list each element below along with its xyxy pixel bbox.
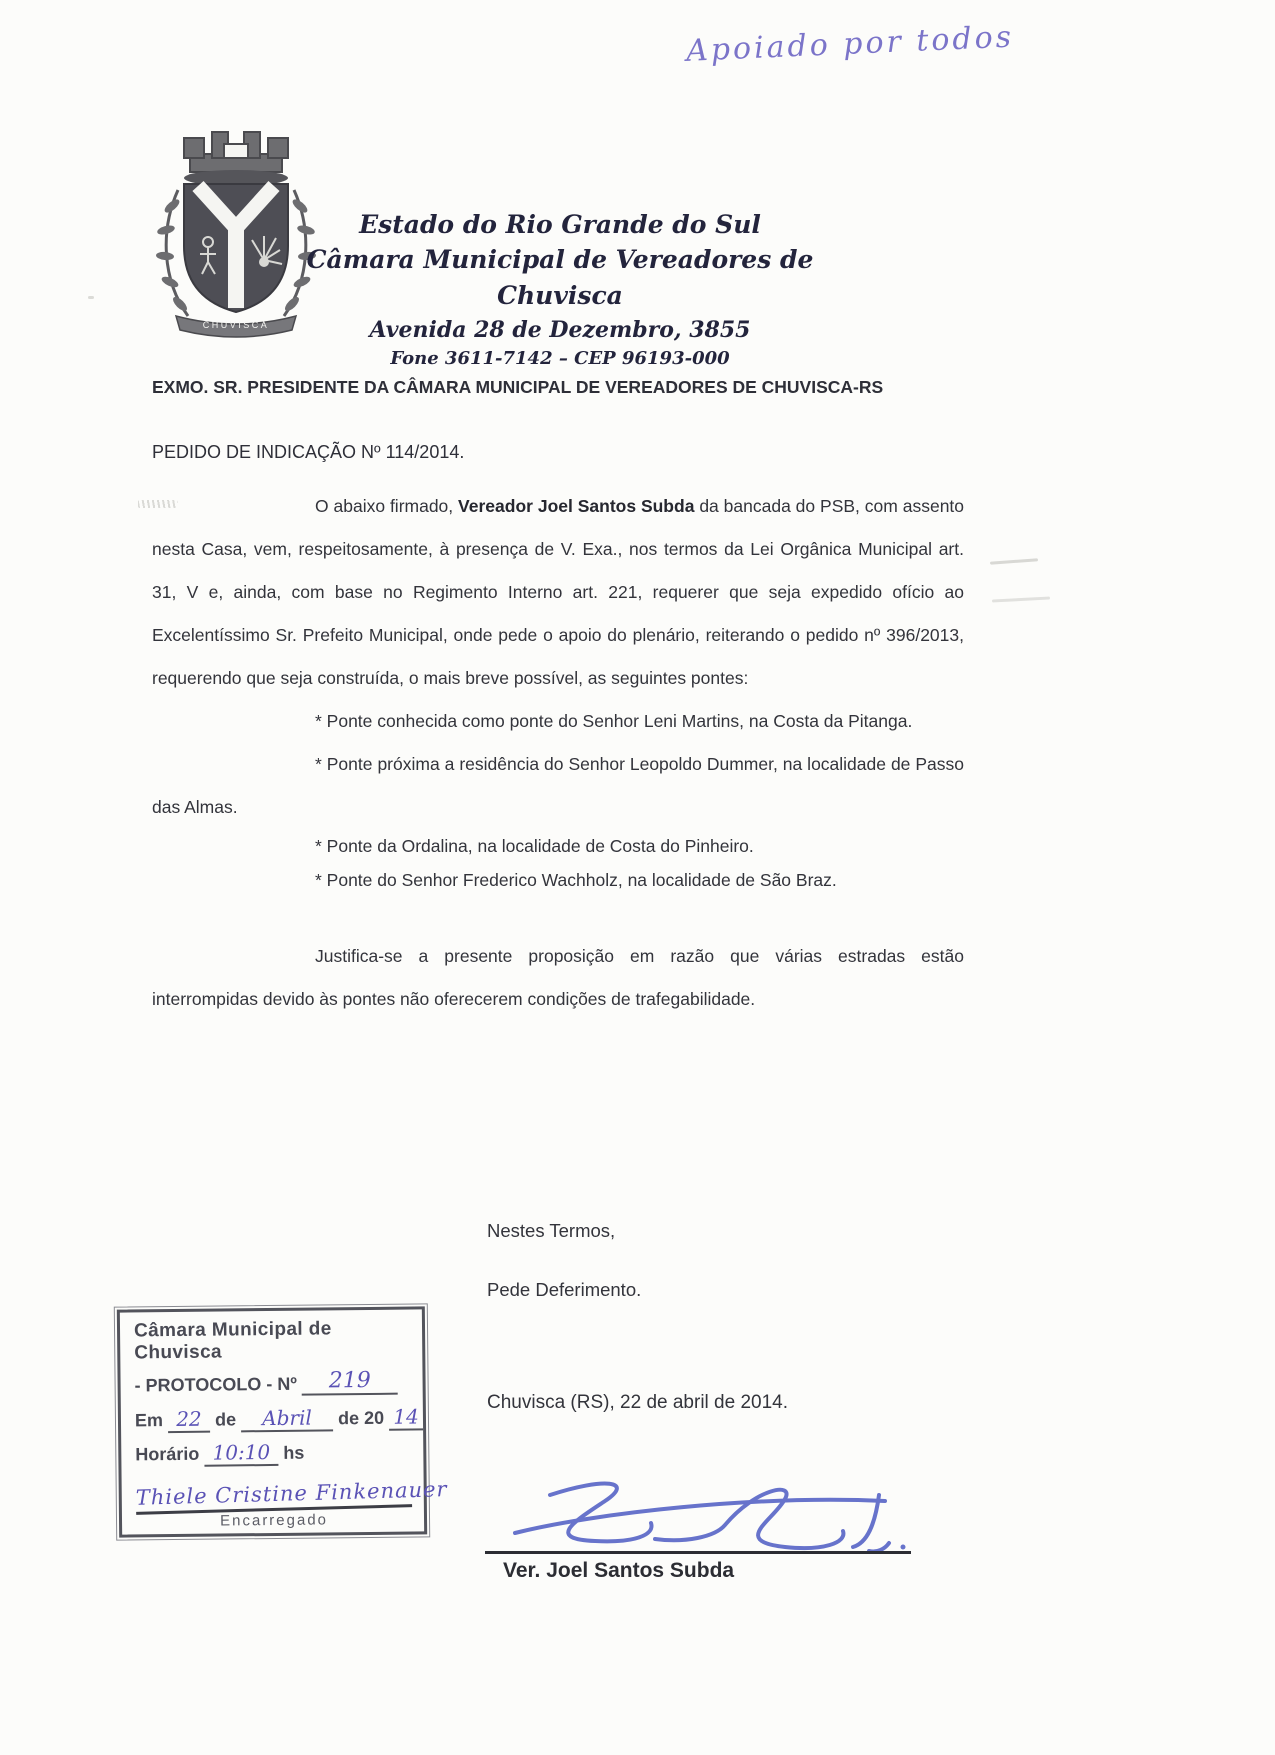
handwritten-approval-note: Apoiado por todos xyxy=(685,19,1015,69)
signature-block xyxy=(455,1455,935,1635)
letterhead-organization: Câmara Municipal de Vereadores de Chuvisca xyxy=(306,245,814,310)
justification-paragraph: Justifica-se a presente proposição em razão que várias estradas estão interrompidas devido às pontes não oferecerem condições de trafegabilidade. xyxy=(152,946,964,1009)
stamp-month-value: Abril xyxy=(241,1405,333,1432)
stamp-protocol-number: 219 xyxy=(302,1368,398,1396)
stamp-role-label: Encarregado xyxy=(219,1511,329,1530)
closing-block xyxy=(487,1220,641,1338)
councilman-name-bold: Vereador Joel Santos Subda xyxy=(458,496,695,516)
stamp-de20-label: de 20 xyxy=(337,1407,385,1429)
letterhead-phone-cep: Fone 3611-7142 – CEP 96193-000 xyxy=(390,348,730,369)
bridge-item-4: * Ponte do Senhor Frederico Wachholz, na localidade de São Braz. xyxy=(315,870,837,890)
stamp-time-label: Horário xyxy=(135,1443,200,1465)
place-date-line: Chuvisca (RS), 22 de abril de 2014. xyxy=(487,1392,788,1413)
stamp-date-row xyxy=(134,1404,419,1434)
coat-of-arms-icon xyxy=(148,120,324,342)
protocol-stamp xyxy=(117,1306,448,1537)
stamp-year-value: 14 xyxy=(389,1404,423,1430)
opening-paragraph-pre: O abaixo firmado, xyxy=(315,496,459,516)
letterhead xyxy=(300,208,820,372)
scan-artifact xyxy=(990,558,1038,564)
clerk-handwritten-signature: Thiele Cristine Finkenauer xyxy=(135,1478,412,1515)
crest-banner-text: CHUVISCA xyxy=(202,320,270,330)
stamp-de-label: de xyxy=(214,1409,237,1430)
municipal-coat-of-arms xyxy=(148,120,324,342)
scan-artifact xyxy=(88,296,94,299)
stamp-em-label: Em xyxy=(134,1410,164,1431)
stamp-time-value: 10:10 xyxy=(204,1440,278,1467)
bridge-item-1: * Ponte conhecida como ponte do Senhor Leni Martins, na Costa da Pitanga. xyxy=(315,711,913,731)
signature-rule xyxy=(485,1551,911,1554)
closing-line-2: Pede Deferimento. xyxy=(487,1279,642,1300)
stamp-protocol-label: - PROTOCOLO - Nº xyxy=(134,1373,297,1396)
bridge-item-3: * Ponte da Ordalina, na localidade de Costa do Pinheiro. xyxy=(315,836,754,856)
letterhead-state: Estado do Rio Grande do Sul xyxy=(359,210,761,239)
bridge-item-2: * Ponte próxima a residência do Senhor Leopoldo Dummer, na localidade de Passo das Almas. xyxy=(152,754,964,817)
recipient-line: EXMO. SR. PRESIDENTE DA CÂMARA MUNICIPAL DE VEREADORES DE CHUVISCA-RS xyxy=(152,377,884,397)
opening-paragraph xyxy=(152,485,964,700)
signer-name: Ver. Joel Santos Subda xyxy=(503,1559,735,1582)
subject-line: PEDIDO DE INDICAÇÃO Nº 114/2014. xyxy=(152,442,465,462)
stamp-day-value: 22 xyxy=(168,1407,210,1433)
stamp-time-suffix: hs xyxy=(283,1442,305,1463)
letterhead-address: Avenida 28 de Dezembro, 3855 xyxy=(369,317,751,343)
scan-artifact xyxy=(992,596,1050,602)
stamp-organization: Câmara Municipal de Chuvisca xyxy=(133,1318,332,1364)
stamp-protocol-row xyxy=(134,1367,410,1400)
document-body xyxy=(152,372,964,1021)
stamp-time-row xyxy=(135,1439,411,1468)
opening-paragraph-post: da bancada do PSB, com assento nesta Casa, vem, respeitosamente, à presença de V. Exa., nos termos da Lei Orgânica Municipal art. 31, V e, ainda, com base no Regimento Interno art. 221, requerer que seja expedido ofício ao Excelentíssimo Sr. Prefeito Municipal, onde pede o apoio do plenário, reiterando o pedido nº 396/2013, requerendo que seja construída, o mais breve possível, as seguintes pontes: xyxy=(152,496,965,688)
closing-line-1: Nestes Termos, xyxy=(487,1220,616,1241)
